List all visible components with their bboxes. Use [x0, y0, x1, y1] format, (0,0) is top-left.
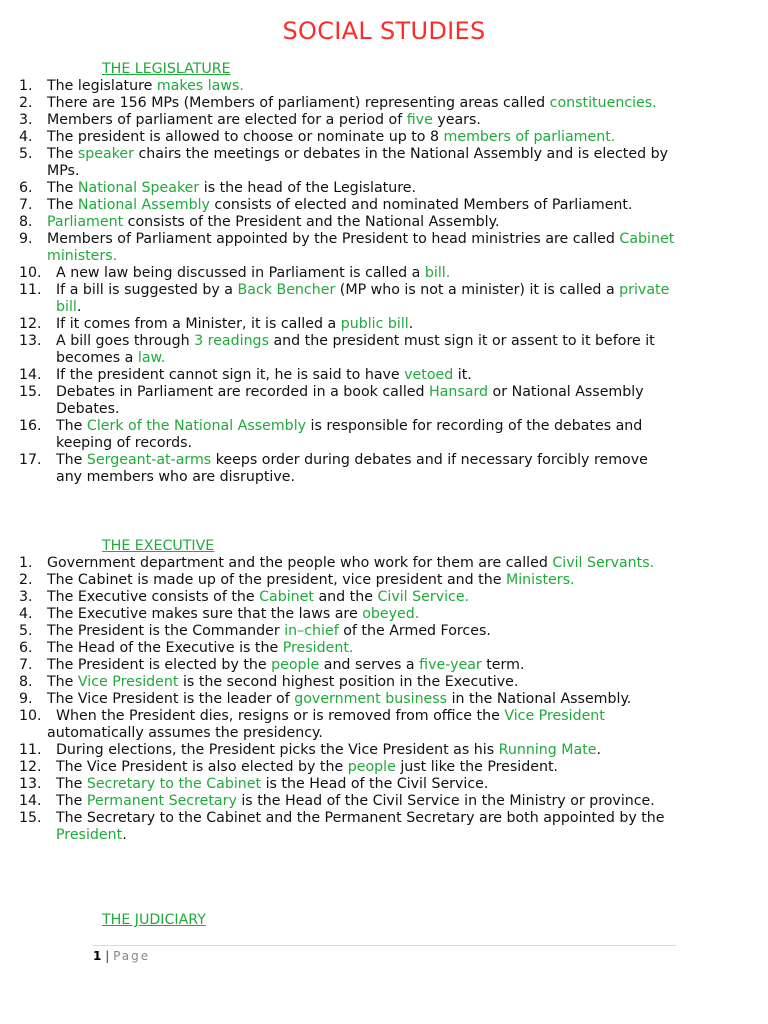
highlighted-term: Cabinet ministers. — [47, 231, 675, 264]
list-item-number: 8. — [19, 214, 33, 230]
list-item-number: 11. — [19, 742, 42, 758]
text-run: consists of elected and nominated Members of Parliament. — [209, 197, 633, 213]
footer-separator: | — [105, 949, 110, 963]
highlighted-term: members of parliament. — [443, 129, 616, 145]
text-run: just like the President. — [395, 759, 559, 775]
list-item-text — [47, 214, 677, 231]
list-item-text — [47, 95, 677, 112]
list-item-text — [56, 759, 676, 776]
text-run: A bill goes through — [56, 333, 195, 349]
list-item-number: 9. — [19, 691, 33, 707]
text-run: A new law being discussed in Parliament is called a — [56, 265, 425, 281]
highlighted-term: law. — [137, 350, 166, 366]
highlighted-term: Clerk of the National Assembly — [86, 418, 307, 434]
text-run: The Vice President is the leader of — [47, 691, 295, 707]
list-item-text — [47, 657, 677, 674]
list-item-number: 13. — [19, 776, 42, 792]
text-run: . — [76, 299, 82, 315]
list-item — [0, 265, 768, 282]
list-item — [0, 146, 768, 180]
highlighted-term: bill. — [424, 265, 451, 281]
highlighted-term: Vice President — [77, 674, 179, 690]
list-item-number: 7. — [19, 657, 33, 673]
text-run: The Head of the Executive is the — [47, 640, 283, 656]
list-item-text — [47, 129, 677, 146]
highlighted-term: people — [347, 759, 396, 775]
list-item-text — [47, 197, 677, 214]
list-item-number: 12. — [19, 316, 42, 332]
list-item-number: 1. — [19, 555, 33, 571]
list-item — [0, 606, 768, 623]
list-item-number: 3. — [19, 589, 33, 605]
highlighted-term: National Assembly — [77, 197, 210, 213]
list-item-text — [56, 282, 676, 316]
list-item — [0, 333, 768, 367]
list-item-text — [47, 640, 677, 657]
list-item-number: 13. — [19, 333, 42, 349]
list-item — [0, 810, 768, 844]
text-run: The — [56, 418, 87, 434]
list-item — [0, 623, 768, 640]
highlighted-term: speaker — [77, 146, 134, 162]
text-run: The President is elected by the — [47, 657, 272, 673]
highlighted-term: Sergeant-at-arms — [86, 452, 212, 468]
text-run: it. — [453, 367, 472, 383]
text-run: is responsible for recording of the debates and keeping of records. — [56, 418, 643, 451]
list-item-text — [47, 606, 677, 623]
list-item — [0, 95, 768, 112]
list-item — [0, 674, 768, 691]
highlighted-term: five-year — [419, 657, 482, 673]
text-run: The Vice President is also elected by the — [56, 759, 348, 775]
text-run: automatically assumes the presidency. — [47, 725, 323, 741]
text-run: is the head of the Legislature. — [199, 180, 416, 196]
text-run: The — [47, 180, 78, 196]
highlighted-term: obeyed. — [362, 606, 420, 622]
text-run: The Secretary to the Cabinet and the Permanent Secretary are both appointed by the — [56, 810, 665, 826]
highlighted-term: Civil Service. — [377, 589, 470, 605]
highlighted-term: vetoed — [404, 367, 454, 383]
list-item-number: 4. — [19, 129, 33, 145]
list-item-number: 6. — [19, 180, 33, 196]
list-item — [0, 793, 768, 810]
list-item — [0, 282, 768, 316]
footer-divider — [92, 945, 676, 946]
list-item-number: 10. — [19, 708, 42, 724]
list-item-text — [47, 555, 677, 572]
list-item-text — [56, 793, 676, 810]
list-item-number: 9. — [19, 231, 33, 247]
highlighted-term: Vice President — [504, 708, 605, 724]
list-item-number: 15. — [19, 384, 42, 400]
text-run: . — [408, 316, 414, 332]
list-item-text — [56, 810, 676, 844]
list-item-text — [56, 265, 676, 282]
executive-list — [0, 555, 768, 844]
list-item-number: 8. — [19, 674, 33, 690]
section-heading-executive: THE EXECUTIVE — [102, 538, 215, 554]
list-item-number: 4. — [19, 606, 33, 622]
highlighted-term: Cabinet — [259, 589, 314, 605]
list-item — [0, 759, 768, 776]
highlighted-term: Secretary to the Cabinet — [86, 776, 262, 792]
list-item-text — [56, 776, 676, 793]
highlighted-term: Ministers. — [505, 572, 575, 588]
list-item — [0, 384, 768, 418]
list-item — [0, 418, 768, 452]
list-item-text — [47, 78, 677, 95]
highlighted-term: constituencies. — [549, 95, 657, 111]
list-item-text — [47, 589, 677, 606]
highlighted-term: Hansard — [429, 384, 489, 400]
section-heading-legislature: THE LEGISLATURE — [102, 61, 231, 77]
list-item — [0, 367, 768, 384]
text-run: The — [47, 146, 78, 162]
text-run: of the Armed Forces. — [338, 623, 491, 639]
page-number: 1 — [93, 949, 102, 963]
list-item — [0, 214, 768, 231]
highlighted-term: Parliament — [47, 214, 124, 230]
list-item — [0, 316, 768, 333]
list-item-text — [47, 146, 677, 180]
list-item — [0, 572, 768, 589]
text-run: There are 156 MPs (Members of parliament) representing areas called — [47, 95, 550, 111]
legislature-list — [0, 78, 768, 486]
list-item-text — [47, 231, 677, 265]
footer-page-label: Page — [113, 949, 151, 963]
list-item-number: 2. — [19, 572, 33, 588]
list-item — [0, 776, 768, 793]
list-item-text — [47, 674, 677, 691]
list-item-number: 12. — [19, 759, 42, 775]
list-item-text — [56, 742, 676, 759]
list-item-number: 1. — [19, 78, 33, 94]
list-item-number: 11. — [19, 282, 42, 298]
list-item-number: 6. — [19, 640, 33, 656]
section-heading-judiciary: THE JUDICIARY — [102, 912, 206, 928]
list-item-text — [47, 180, 677, 197]
text-run: The — [56, 452, 87, 468]
list-item-text — [56, 367, 676, 384]
text-run: If the president cannot sign it, he is said to have — [56, 367, 405, 383]
text-run: Debates in Parliament are recorded in a book called — [56, 384, 430, 400]
highlighted-term: public bill — [340, 316, 409, 332]
list-item-number: 5. — [19, 623, 33, 639]
list-item — [0, 589, 768, 606]
text-run: in the National Assembly. — [447, 691, 632, 707]
text-run: The Executive consists of the — [47, 589, 260, 605]
list-item — [0, 129, 768, 146]
list-item-text — [47, 572, 677, 589]
highlighted-term: 3 readings — [194, 333, 269, 349]
text-run: The President is the Commander — [47, 623, 285, 639]
text-run: years. — [432, 112, 481, 128]
text-run: The — [47, 197, 78, 213]
highlighted-term: Back Bencher — [237, 282, 336, 298]
list-item — [0, 708, 768, 742]
list-item-number: 16. — [19, 418, 42, 434]
list-item-number: 15. — [19, 810, 42, 826]
text-run: (MP who is not a minister) it is called a — [335, 282, 620, 298]
list-item — [0, 180, 768, 197]
text-run: The president is allowed to choose or nominate up to 8 — [47, 129, 444, 145]
list-item — [0, 742, 768, 759]
text-run: is the Head of the Civil Service. — [261, 776, 489, 792]
list-item-text — [47, 112, 677, 129]
list-item — [0, 657, 768, 674]
list-item — [0, 197, 768, 214]
list-item-number: 5. — [19, 146, 33, 162]
list-item-number: 14. — [19, 367, 42, 383]
text-run: consists of the President and the National Assembly. — [123, 214, 500, 230]
list-item-text — [56, 333, 676, 367]
list-item — [0, 231, 768, 265]
text-run: . — [596, 742, 602, 758]
text-run: is the second highest position in the Executive. — [178, 674, 519, 690]
list-item — [0, 452, 768, 486]
text-run: and serves a — [319, 657, 420, 673]
text-run: . — [122, 827, 127, 843]
highlighted-term: five — [406, 112, 433, 128]
list-item-text — [56, 418, 676, 452]
page-footer — [93, 949, 150, 963]
highlighted-term: makes laws. — [156, 78, 244, 94]
list-item — [0, 555, 768, 572]
highlighted-term: President. — [282, 640, 354, 656]
text-run: term. — [481, 657, 525, 673]
list-item-text — [47, 623, 677, 640]
list-item — [0, 691, 768, 708]
highlighted-term: people — [271, 657, 320, 673]
list-item-number: 2. — [19, 95, 33, 111]
text-run: If it comes from a Minister, it is called a — [56, 316, 341, 332]
text-run: The Executive makes sure that the laws are — [47, 606, 363, 622]
text-run: When the President dies, resigns or is removed from office the — [56, 708, 505, 724]
text-run: Government department and the people who work for them are called — [47, 555, 553, 571]
list-item-text — [47, 708, 677, 742]
text-run: The Cabinet is made up of the president, vice president and the — [47, 572, 506, 588]
text-run: and the president must sign it or assent to it before it becomes a — [56, 333, 655, 366]
text-run: The — [56, 793, 87, 809]
list-item-text — [56, 316, 676, 333]
text-run: or National Assembly Debates. — [56, 384, 644, 417]
list-item-text — [47, 691, 677, 708]
highlighted-term: Civil Servants. — [552, 555, 655, 571]
list-item-number: 7. — [19, 197, 33, 213]
list-item — [0, 112, 768, 129]
highlighted-term: Running Mate — [498, 742, 597, 758]
list-item-text — [56, 452, 676, 486]
list-item-number: 10. — [19, 265, 42, 281]
highlighted-term: private bill — [56, 282, 670, 315]
text-run: The — [47, 674, 78, 690]
list-item-number: 14. — [19, 793, 42, 809]
text-run: The legislature — [47, 78, 157, 94]
highlighted-term: in–chief — [284, 623, 339, 639]
text-run: Members of Parliament appointed by the President to head ministries are called — [47, 231, 620, 247]
text-run: If a bill is suggested by a — [56, 282, 238, 298]
highlighted-term: President — [56, 827, 123, 843]
highlighted-term: government business — [294, 691, 448, 707]
text-run: Members of parliament are elected for a period of — [47, 112, 407, 128]
highlighted-term: National Speaker — [77, 180, 200, 196]
text-run: The — [56, 776, 87, 792]
list-item-text — [56, 384, 676, 418]
list-item-number: 17. — [19, 452, 42, 468]
text-run: and the — [313, 589, 378, 605]
text-run: During elections, the President picks the Vice President as his — [56, 742, 499, 758]
list-item — [0, 78, 768, 95]
text-run: is the Head of the Civil Service in the Ministry or province. — [236, 793, 655, 809]
list-item — [0, 640, 768, 657]
highlighted-term: Permanent Secretary — [86, 793, 237, 809]
page-title: SOCIAL STUDIES — [282, 17, 486, 45]
list-item-number: 3. — [19, 112, 33, 128]
text-run: keeps order during debates and if necessary forcibly remove any members who are disruptive. — [56, 452, 648, 485]
text-run: chairs the meetings or debates in the National Assembly and is elected by MPs. — [47, 146, 669, 179]
